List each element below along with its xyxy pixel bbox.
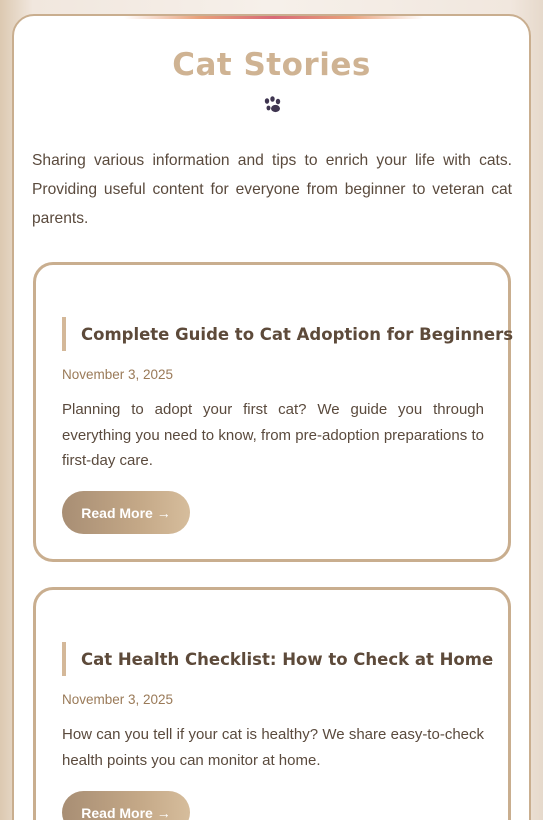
- post-date: November 3, 2025: [62, 367, 174, 382]
- site-title: Cat Stories: [172, 47, 371, 83]
- intro-text: Sharing various information and tips to enrich your life with cats. Providing useful content for everyone from beginner to veteran cat parents.: [32, 152, 512, 227]
- read-more-button[interactable]: Read More →: [62, 791, 190, 820]
- post-date: November 3, 2025: [62, 692, 174, 707]
- read-more-button[interactable]: Read More →: [62, 491, 190, 534]
- top-accent-bar: [124, 16, 424, 19]
- post-card: [33, 587, 511, 820]
- post-title-block: [62, 317, 513, 351]
- paw-icon: [263, 96, 283, 114]
- post-excerpt: How can you tell if your cat is healthy? We share easy-to-check health points you can monitor at home.: [62, 726, 484, 769]
- content-panel: [12, 14, 531, 820]
- post-excerpt: Planning to adopt your first cat? We guide you through everything you need to know, from pre-adoption preparations to first-day care.: [62, 401, 484, 469]
- post-title[interactable]: Complete Guide to Cat Adoption for Beginners: [81, 324, 514, 344]
- post-title[interactable]: Cat Health Checklist: How to Check at Home: [81, 649, 494, 669]
- post-title-block: [62, 642, 493, 676]
- post-card: [33, 262, 514, 562]
